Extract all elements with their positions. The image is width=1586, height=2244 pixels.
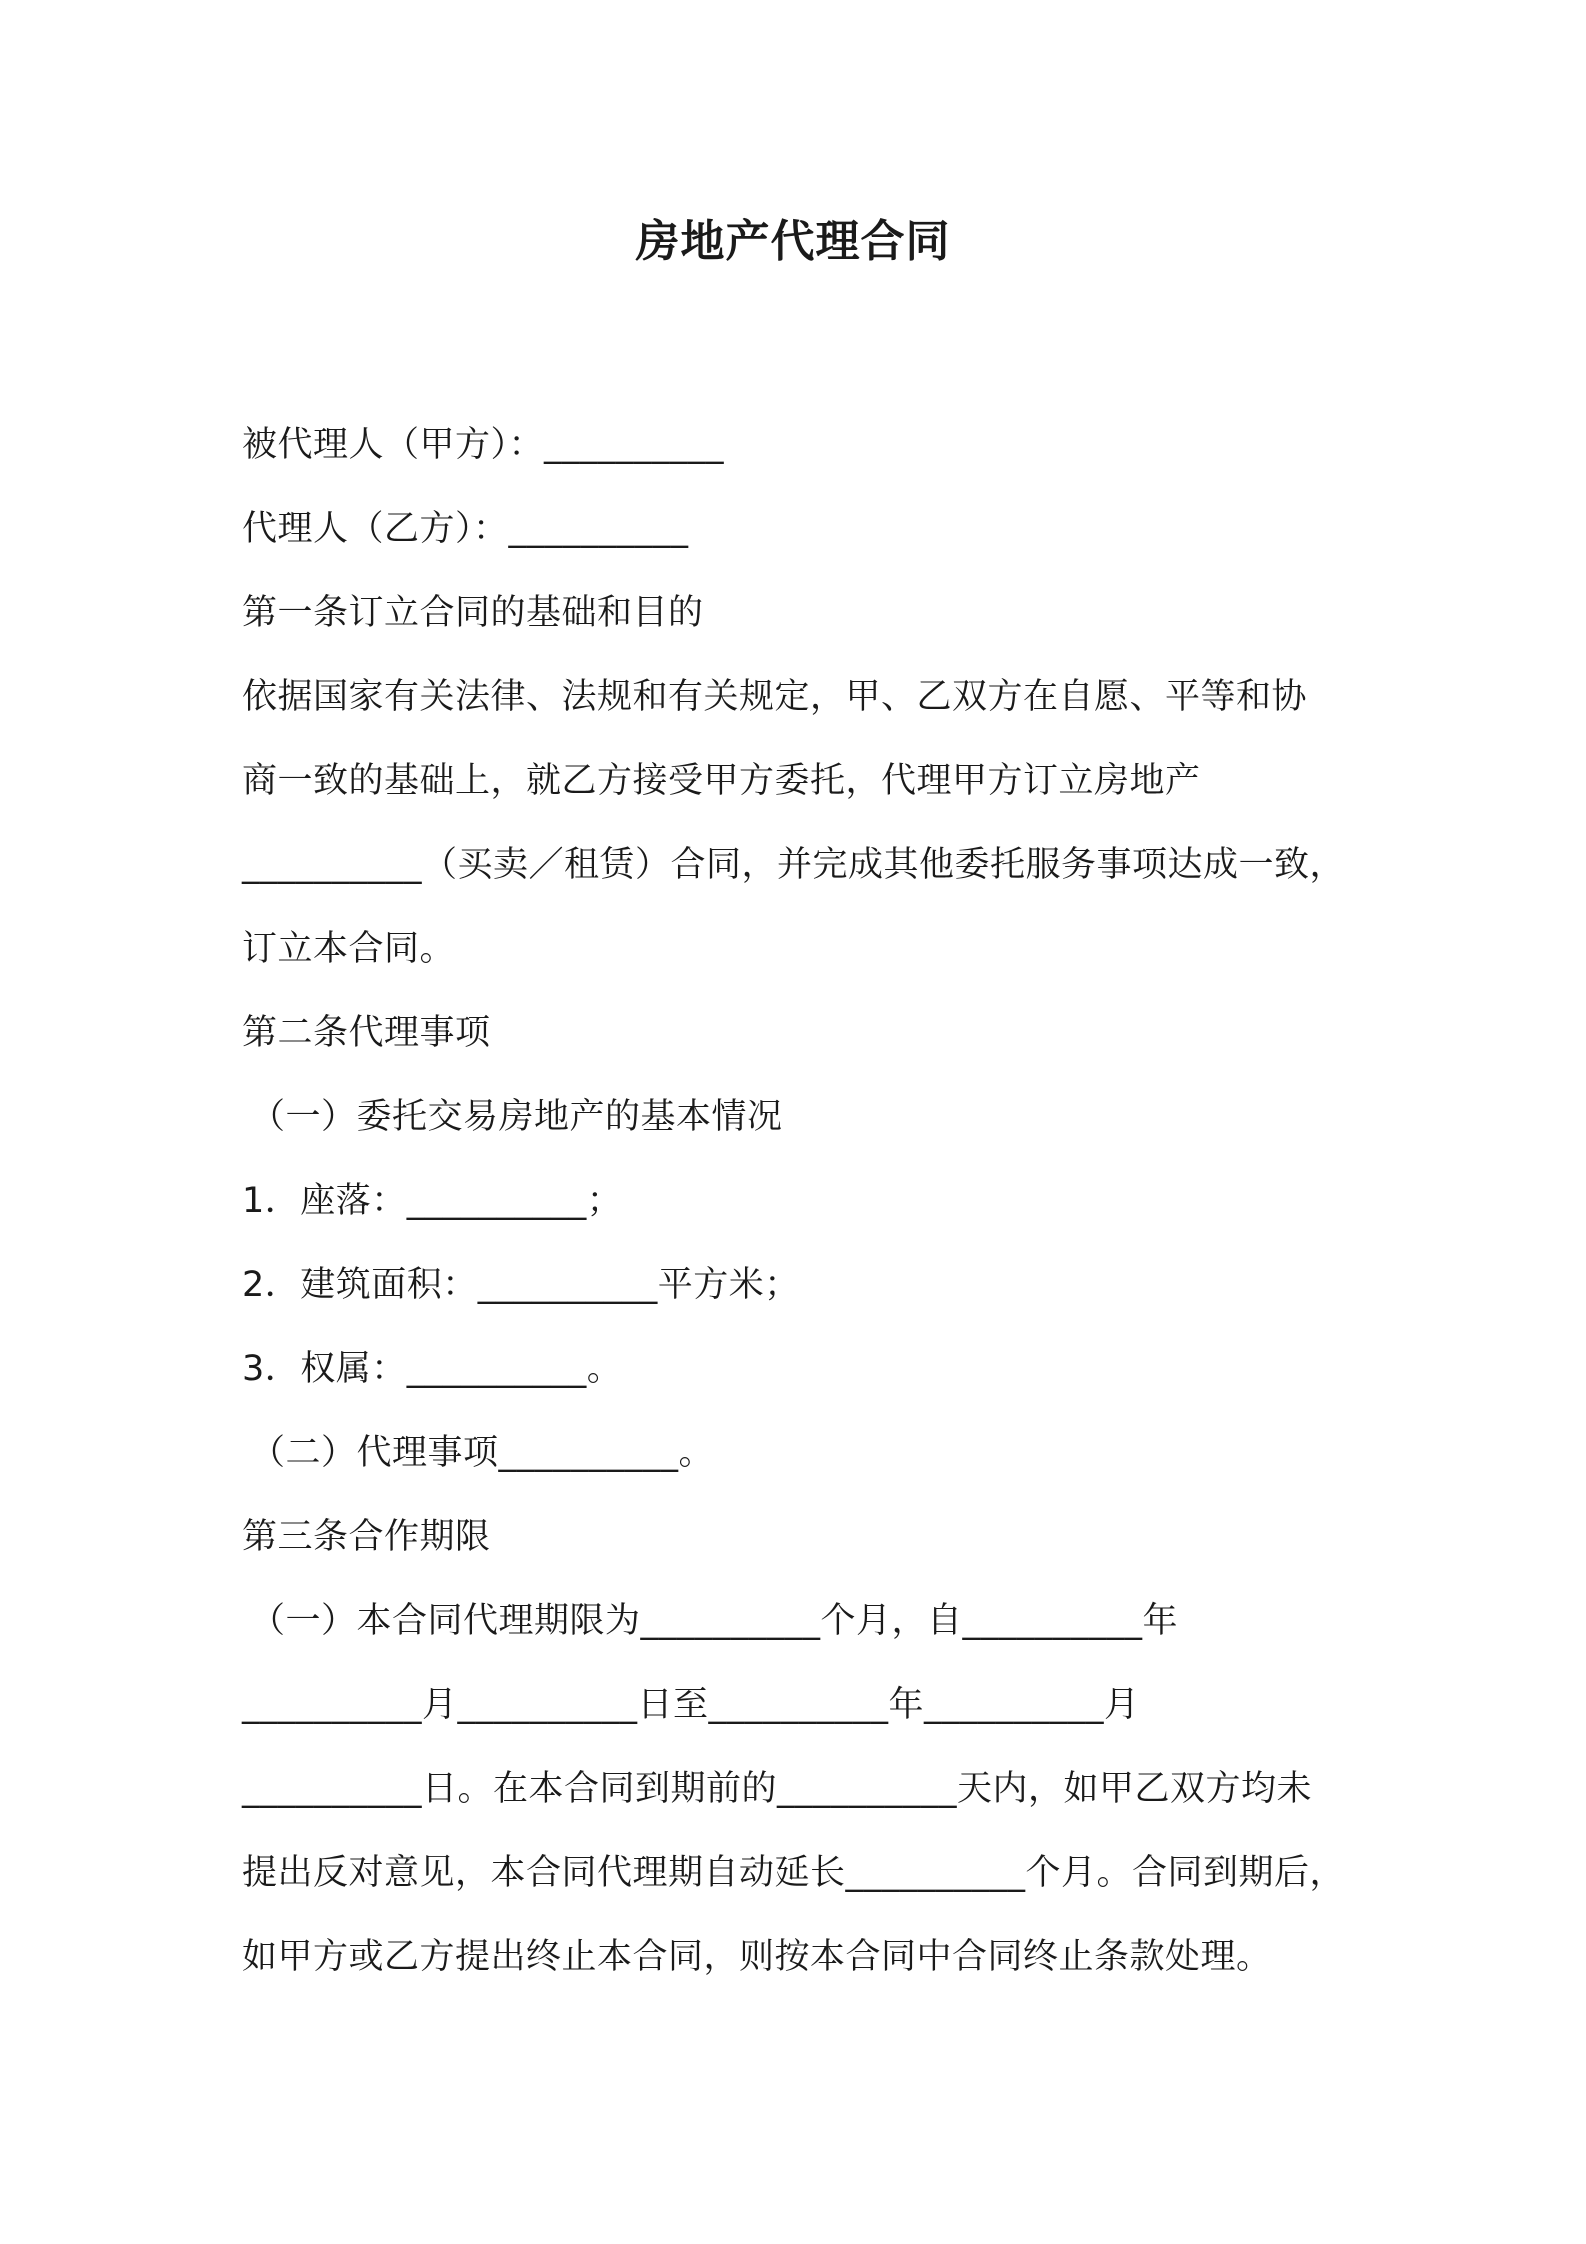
article-3-text-line-1: （一）本合同代理期限为__________个月，自__________年: [250, 1601, 1179, 1641]
article-3-text-line-5: 如甲方或乙方提出终止本合同，则按本合同中合同终止条款处理。: [242, 1937, 1272, 1977]
party-b-line: 代理人（乙方）：__________: [242, 509, 689, 549]
article-2-section-2: （二）代理事项__________。: [250, 1433, 715, 1473]
article-2-heading: 第二条代理事项: [242, 1013, 491, 1053]
article-1-heading: 第一条订立合同的基础和目的: [242, 593, 704, 633]
party-a-line: 被代理人（甲方）：__________: [242, 425, 725, 465]
document-title: 房地产代理合同: [635, 216, 951, 267]
article-3-text-line-2: __________月__________日至__________年__________月: [242, 1685, 1140, 1725]
article-1-text-line-1: 依据国家有关法律、法规和有关规定，甲、乙双方在自愿、平等和协: [242, 677, 1308, 717]
article-3-text-line-4: 提出反对意见，本合同代理期自动延长__________个月。合同到期后，: [242, 1853, 1346, 1893]
article-1-text-line-3: __________（买卖／租赁）合同，并完成其他委托服务事项达成一致，: [242, 845, 1346, 885]
article-1-text-line-2: 商一致的基础上，就乙方接受甲方委托，代理甲方订立房地产: [242, 761, 1201, 801]
article-2-section-1: （一）委托交易房地产的基本情况: [250, 1097, 783, 1137]
article-3-heading: 第三条合作期限: [242, 1517, 491, 1557]
article-1-text-line-4: 订立本合同。: [242, 929, 456, 969]
article-2-item-ownership: 3．权属：__________。: [242, 1349, 623, 1389]
article-3-text-line-3: __________日。在本合同到期前的__________天内，如甲乙双方均未: [242, 1769, 1313, 1809]
article-2-item-area: 2．建筑面积：__________平方米；: [242, 1265, 800, 1305]
document-body: [242, 403, 1362, 1999]
article-2-item-location: 1．座落：__________；: [242, 1181, 623, 1221]
